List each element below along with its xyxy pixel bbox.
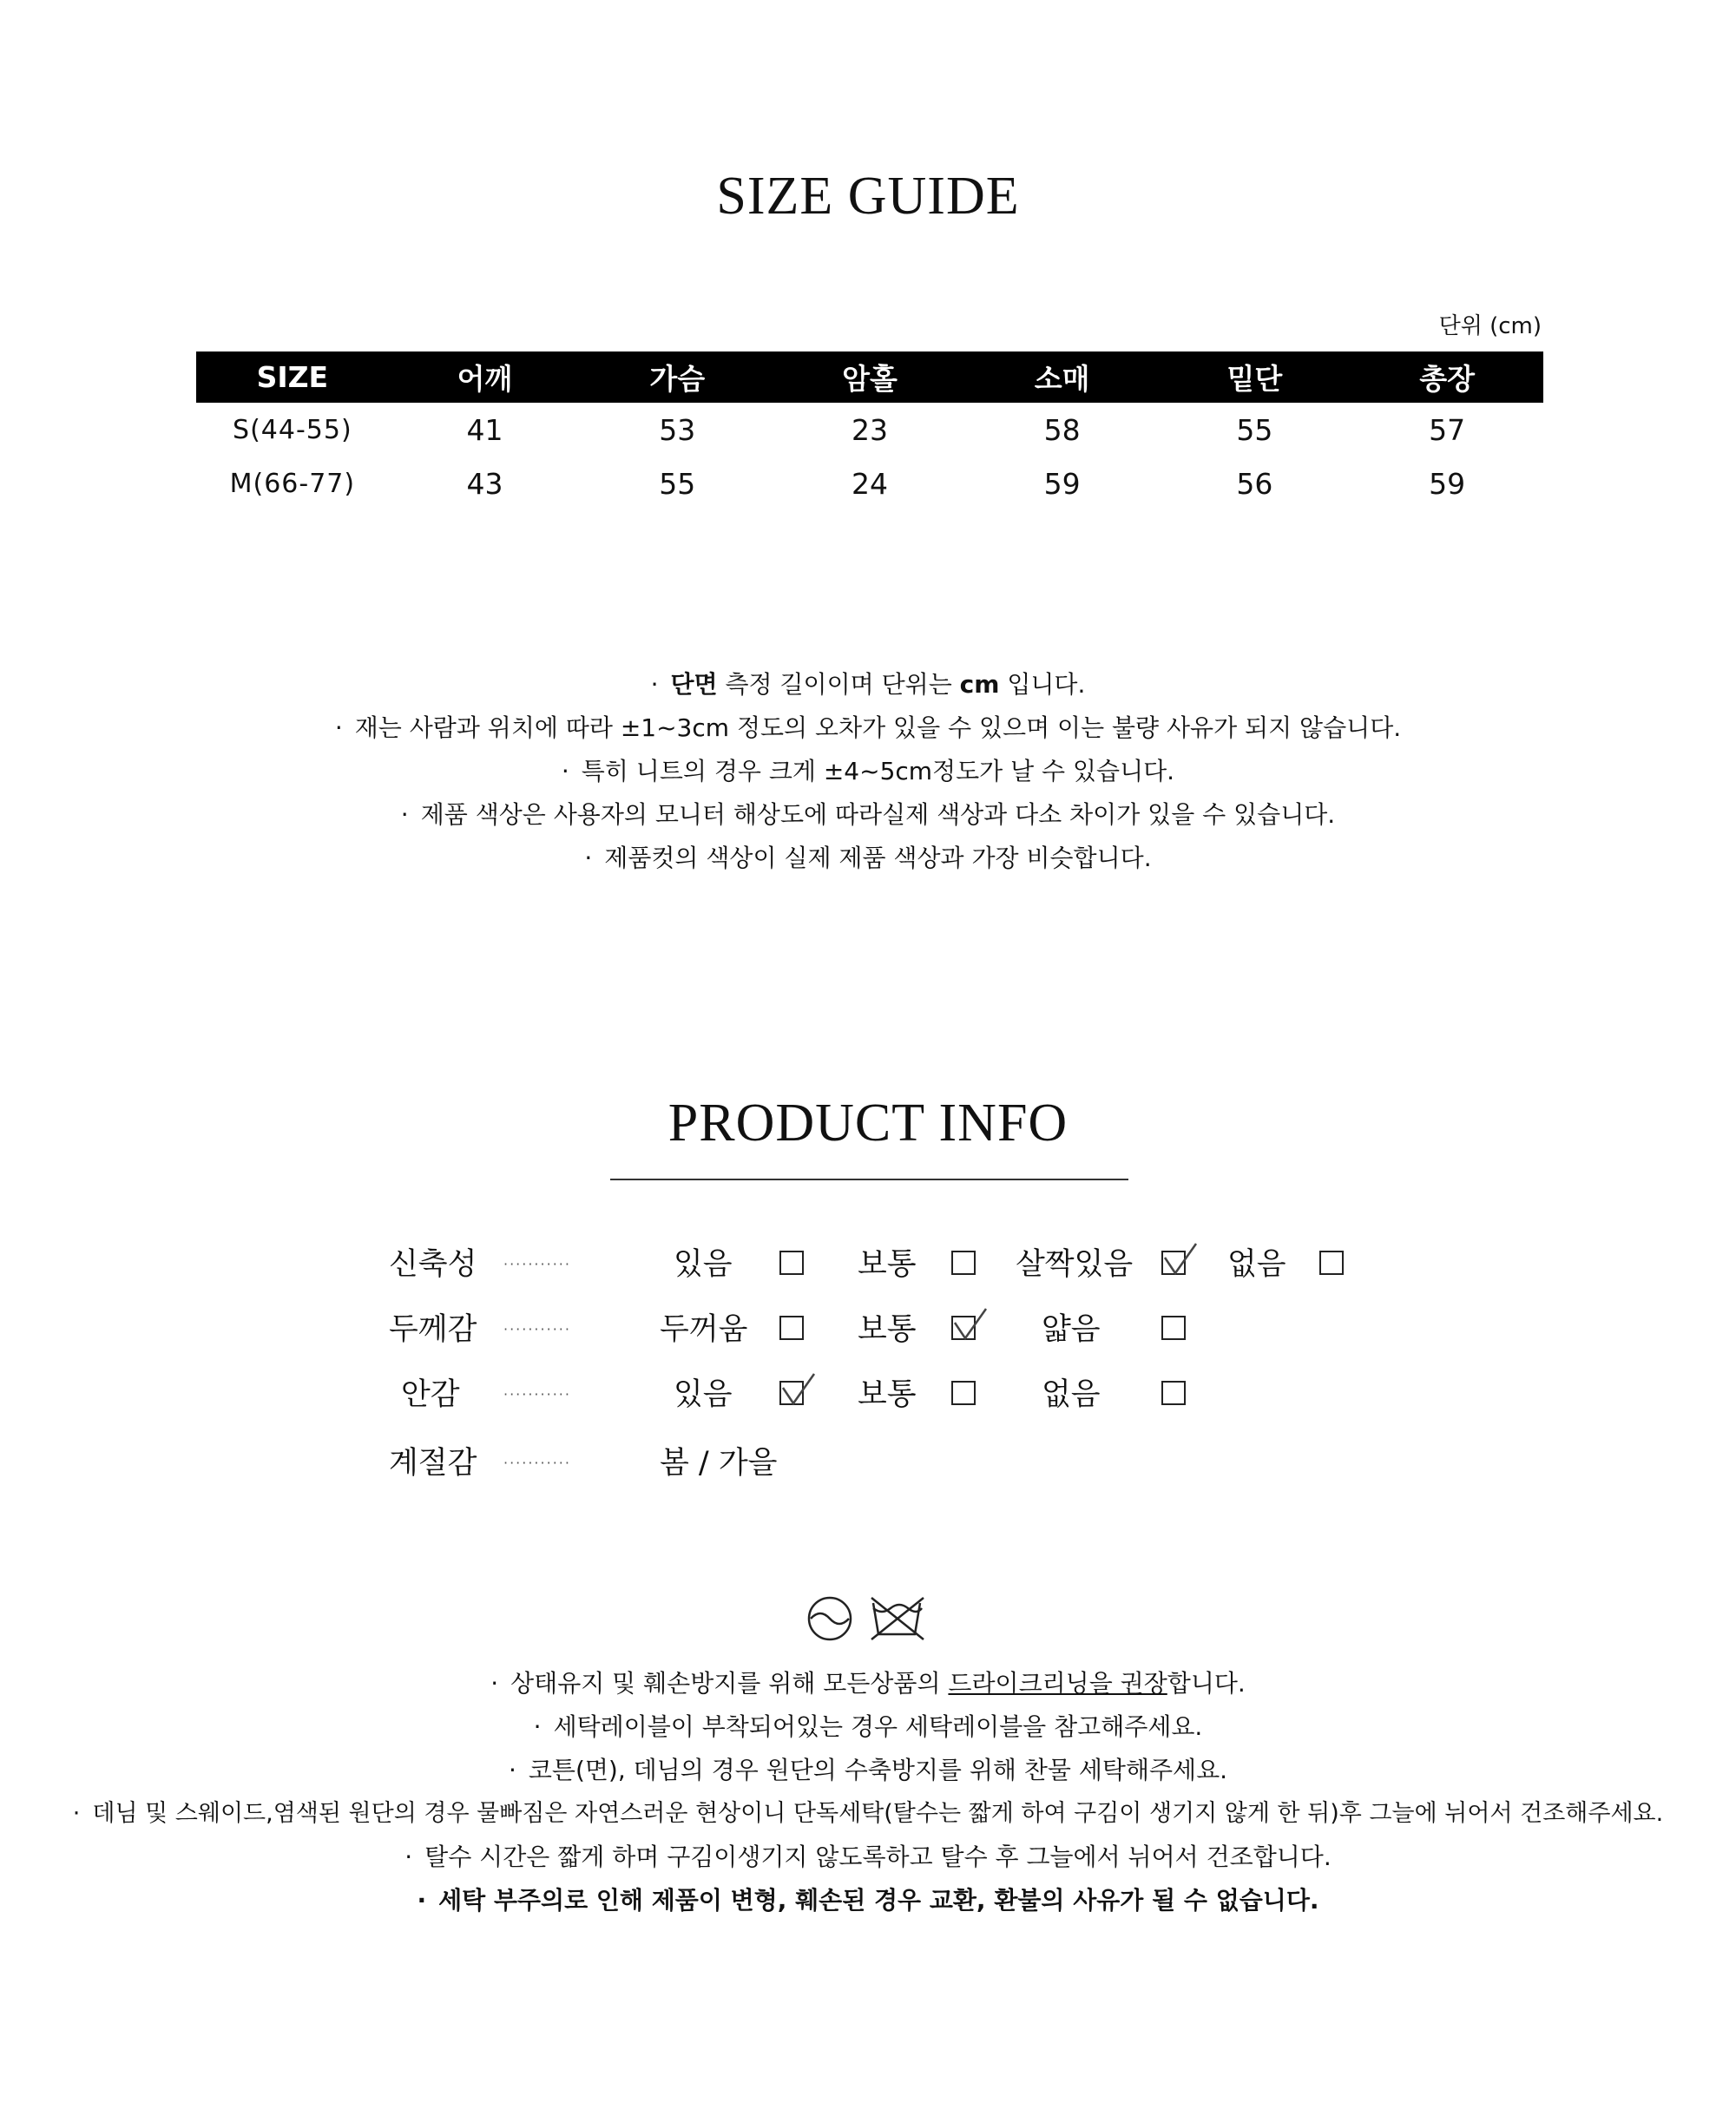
bullet: · xyxy=(404,1843,413,1871)
info-label: 신축성 xyxy=(389,1247,477,1282)
table-cell: 59 xyxy=(1043,466,1081,501)
size-table-header xyxy=(196,351,1543,403)
bullet: · xyxy=(533,1712,542,1741)
option-label: 없음 xyxy=(1042,1377,1101,1412)
list-item xyxy=(0,1705,1736,1749)
info-row-elasticity xyxy=(0,1238,1736,1291)
checkmark-icon xyxy=(948,1304,991,1347)
leader-dots: ··········· xyxy=(503,1256,571,1272)
size-notes xyxy=(0,663,1736,880)
bullet: · xyxy=(72,1800,81,1827)
care-notes xyxy=(0,1662,1736,1922)
table-cell: 41 xyxy=(466,412,503,447)
checkmark-icon xyxy=(1158,1238,1201,1282)
header-chest: 가슴 xyxy=(581,351,773,403)
header-hem: 밑단 xyxy=(1159,351,1351,403)
note-bold: cm xyxy=(959,670,1000,699)
bullet: · xyxy=(561,757,569,785)
table-cell: S(44-55) xyxy=(233,414,352,445)
list-item xyxy=(0,1662,1736,1705)
note-text: 코튼(면), 데님의 경우 원단의 수축방지를 위해 찬물 세탁해주세요. xyxy=(528,1756,1228,1784)
bullet: · xyxy=(650,670,659,699)
note-text: 세탁레이블이 부착되어있는 경우 세탁레이블을 참고해주세요. xyxy=(553,1712,1203,1741)
bullet: · xyxy=(584,844,593,872)
header-length: 총장 xyxy=(1351,351,1543,403)
list-item xyxy=(0,793,1736,837)
note-text: 제품컷의 색상이 실제 제품 색상과 가장 비슷합니다. xyxy=(604,844,1152,872)
list-item xyxy=(0,1749,1736,1792)
unit-label: 단위 (cm) xyxy=(1438,313,1542,339)
checkmark-icon xyxy=(776,1369,819,1412)
table-cell: 23 xyxy=(851,412,888,447)
size-table xyxy=(196,351,1543,510)
dry-clean-icon xyxy=(809,1598,851,1639)
product-info-title: PRODUCT INFO xyxy=(667,1094,1069,1153)
info-label: 안감 xyxy=(401,1377,460,1412)
list-item xyxy=(0,837,1736,880)
note-text: 세탁 부주의로 인해 제품이 변형, 훼손된 경우 교환, 환불의 사유가 될 수 없습니다. xyxy=(438,1886,1319,1915)
bullet: · xyxy=(490,1669,499,1698)
table-row xyxy=(196,457,1543,510)
info-label: 두께감 xyxy=(389,1312,477,1347)
bullet: · xyxy=(400,800,409,829)
checkbox[interactable] xyxy=(779,1316,804,1340)
divider xyxy=(610,1179,1128,1180)
table-cell: 55 xyxy=(659,466,696,501)
option-label: 보통 xyxy=(858,1312,917,1347)
season-value: 봄 / 가을 xyxy=(660,1446,778,1481)
no-wash-icon xyxy=(871,1598,924,1639)
option-label: 보통 xyxy=(858,1377,917,1412)
option-label: 얇음 xyxy=(1042,1312,1101,1347)
note-text: 탈수 시간은 짧게 하며 구김이생기지 않도록하고 탈수 후 그늘에서 뉘어서 건조합니다. xyxy=(424,1843,1332,1871)
table-cell: 43 xyxy=(466,466,503,501)
note-text: 합니다. xyxy=(1167,1669,1246,1698)
table-cell: 53 xyxy=(659,412,696,447)
list-item xyxy=(0,1836,1736,1879)
option-label: 있음 xyxy=(674,1247,733,1282)
list-item xyxy=(0,750,1736,793)
list-item xyxy=(0,663,1736,706)
table-cell: M(66-77) xyxy=(229,468,356,499)
checkbox[interactable] xyxy=(951,1251,976,1275)
care-icons xyxy=(806,1593,936,1645)
option-label: 보통 xyxy=(858,1247,917,1282)
checkbox[interactable] xyxy=(1161,1381,1186,1405)
option-label: 없음 xyxy=(1227,1247,1286,1282)
info-row-season xyxy=(0,1437,1736,1489)
option-label: 두꺼움 xyxy=(660,1312,748,1347)
bullet: · xyxy=(508,1756,516,1784)
leader-dots: ··········· xyxy=(503,1386,571,1403)
table-cell: 57 xyxy=(1429,412,1466,447)
header-size: SIZE xyxy=(196,351,389,403)
table-row xyxy=(196,403,1543,457)
header-shoulder: 어깨 xyxy=(389,351,582,403)
note-text: 입니다. xyxy=(999,670,1086,699)
note-bold: 단면 xyxy=(670,670,718,699)
list-item xyxy=(0,706,1736,750)
note-text: 측정 길이이며 단위는 xyxy=(717,670,960,699)
table-cell: 59 xyxy=(1429,466,1466,501)
table-cell: 56 xyxy=(1236,466,1273,501)
option-label: 있음 xyxy=(674,1377,733,1412)
checkbox-checked[interactable] xyxy=(1161,1251,1186,1275)
bullet: · xyxy=(334,713,343,742)
note-underline: 드라이크리닝을 권장 xyxy=(948,1669,1167,1698)
checkbox[interactable] xyxy=(1161,1316,1186,1340)
bullet: · xyxy=(417,1886,427,1915)
header-sleeve: 소매 xyxy=(966,351,1159,403)
table-cell: 24 xyxy=(851,466,888,501)
note-text: 제품 색상은 사용자의 모니터 해상도에 따라실제 색상과 다소 차이가 있을 수 있습니다. xyxy=(420,800,1336,829)
info-row-lining xyxy=(0,1369,1736,1421)
list-item xyxy=(0,1879,1736,1922)
note-text: 상태유지 및 훼손방지를 위해 모든상품의 xyxy=(510,1669,949,1698)
checkbox-checked[interactable] xyxy=(951,1316,976,1340)
leader-dots: ··········· xyxy=(503,1321,571,1337)
checkbox[interactable] xyxy=(1319,1251,1344,1275)
checkbox-checked[interactable] xyxy=(779,1381,804,1405)
list-item xyxy=(0,1792,1736,1836)
info-row-thickness xyxy=(0,1304,1736,1356)
note-text: 재는 사람과 위치에 따라 ±1~3cm 정도의 오차가 있을 수 있으며 이는 불량 사유가 되지 않습니다. xyxy=(354,713,1402,742)
leader-dots: ··········· xyxy=(503,1455,571,1471)
checkbox[interactable] xyxy=(779,1251,804,1275)
table-cell: 58 xyxy=(1043,412,1081,447)
size-guide-title: SIZE GUIDE xyxy=(716,167,1020,226)
option-label: 살짝있음 xyxy=(1016,1247,1134,1282)
header-armhole: 암홀 xyxy=(773,351,966,403)
table-cell: 55 xyxy=(1236,412,1273,447)
info-label: 계절감 xyxy=(389,1446,477,1481)
note-text: 특히 니트의 경우 크게 ±4~5cm정도가 날 수 있습니다. xyxy=(581,757,1175,785)
checkbox[interactable] xyxy=(951,1381,976,1405)
note-text: 데님 및 스웨이드,염색된 원단의 경우 물빠짐은 자연스러운 현상이니 단독세탁(탈수는 짧게 하여 구김이 생기지 않게 한 뒤)후 그늘에 뉘어서 건조해주세요. xyxy=(92,1800,1664,1827)
